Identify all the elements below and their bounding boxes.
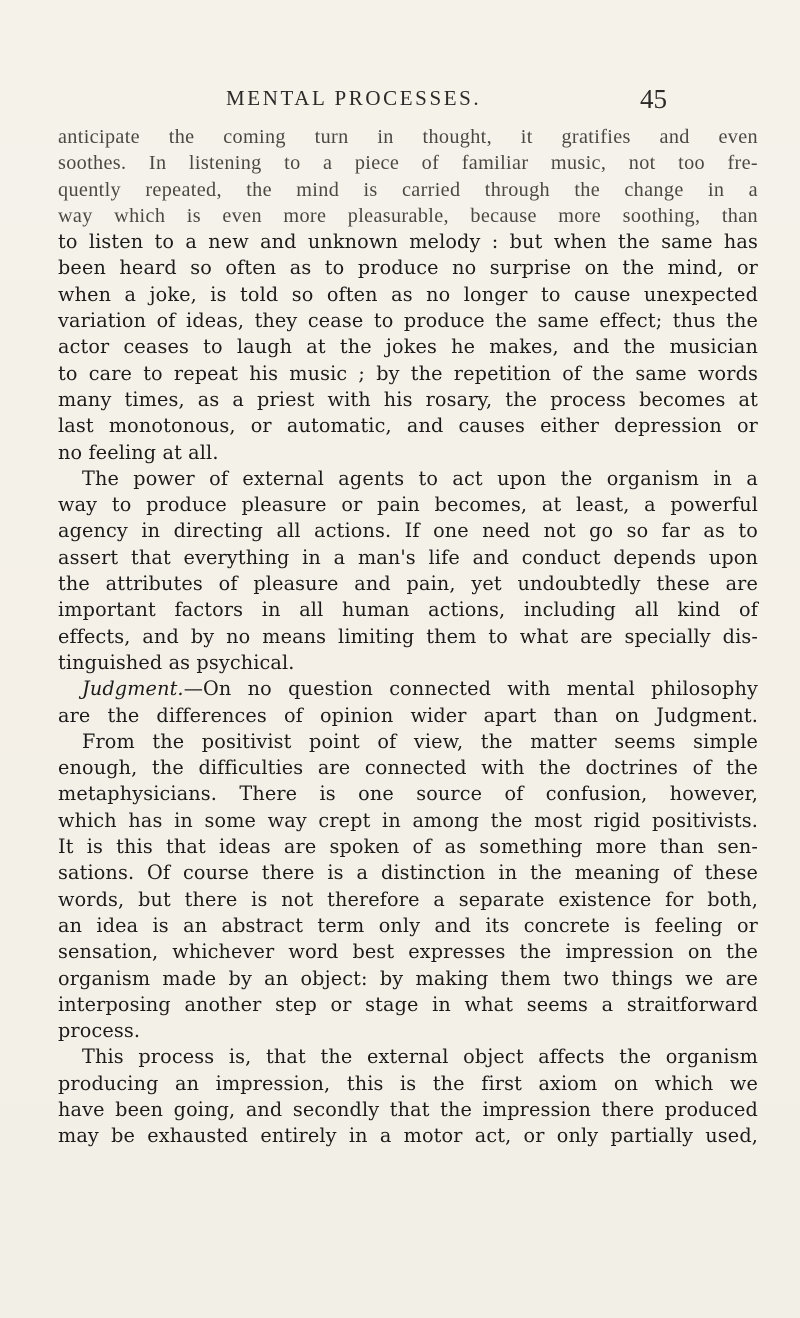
text-line: enough, the difficulties are connected with the doctrines of the [58,756,758,780]
text-line: quently repeated, the mind is carried through the change in a [58,178,758,201]
text-line: way to produce pleasure or pain becomes, at least, a powerful [58,493,758,517]
running-head [0,86,800,120]
text-line: when a joke, is told so often as no longer to cause unexpected [58,282,758,306]
text-line: the attributes of pleasure and pain, yet undoubtedly these are [58,572,758,596]
text-line: many times, as a priest with his rosary, the process becomes at [58,387,758,411]
section-heading: Judgment. [82,677,184,701]
text-line: been heard so often as to produce no surprise on the mind, or [58,256,758,280]
text-line: to care to repeat his music ; by the repetition of the same words [58,361,758,385]
text-line: no feeling at all. [58,440,219,464]
text-line: variation of ideas, they cease to produce the same effect; thus the [58,309,758,333]
text-line: assert that everything in a man's life and conduct depends upon [58,545,758,569]
text-line: which has in some way crept in among the most rigid positivists. [58,808,758,832]
text-line: —On no question connected with mental philosophy [183,677,758,701]
text-line: agency in directing all actions. If one need not go so far as to [58,519,758,543]
text-line: sensation, whichever word best expresses the impression on the [58,940,758,964]
text-line: to listen to a new and unknown melody : but when the same has [58,230,758,254]
text-line: metaphysicians. There is one source of confusion, however, [58,782,758,806]
page-number: 45 [640,84,667,114]
text-line: effects, and by no means limiting them to what are specially dis- [58,624,758,648]
text-line: producing an impression, this is the first axiom on which we [58,1071,758,1095]
text-line: way which is even more pleasurable, because more soothing, than [58,204,758,227]
text-line: have been going, and secondly that the impression there produced [58,1097,758,1121]
section-paragraph-start [58,676,758,702]
text-line: important factors in all human actions, including all kind of [58,598,758,622]
text-line: tinguished as psychical. [58,650,295,674]
body-text [58,124,758,1150]
text-line: an idea is an abstract term only and its concrete is feeling or [58,913,758,937]
text-line: organism made by an object: by making them two things we are [58,966,758,990]
text-line: process. [58,1019,141,1043]
text-line: anticipate the coming turn in thought, it gratifies and even [58,126,758,148]
text-line: sations. Of course there is a distinction in the meaning of these [58,861,758,885]
text-line: interposing another step or stage in what seems a straitforward [58,992,758,1016]
text-line: This process is, that the external object affects the organism [82,1045,758,1069]
text-line: are the differences of opinion wider apart than on Judgment. [58,703,758,727]
text-line: It is this that ideas are spoken of as something more than sen- [58,835,758,859]
running-title: MENTAL PROCESSES. [226,86,482,110]
text-line: words, but there is not therefore a separate existence for both, [58,887,758,911]
text-line: actor ceases to laugh at the jokes he makes, and the musician [58,335,758,359]
text-line: soothes. In listening to a piece of familiar music, not too fre- [58,152,758,175]
text-line: last monotonous, or automatic, and causes either depression or [58,414,758,438]
text-line: The power of external agents to act upon the organism in a [82,466,758,490]
text-line: may be exhausted entirely in a motor act, or only partially used, [58,1124,758,1148]
text-line: From the positivist point of view, the matter seems simple [82,729,758,753]
